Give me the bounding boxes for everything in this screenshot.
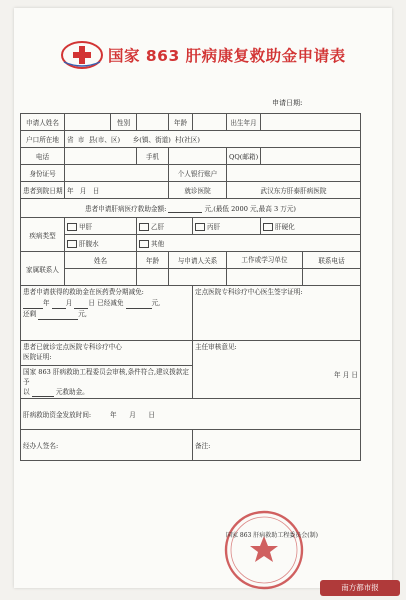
handler-label: 经办人签名:	[23, 442, 59, 450]
family-phone-field[interactable]	[303, 269, 361, 286]
row-amount	[21, 199, 361, 218]
age-label: 年龄	[169, 114, 193, 131]
relief-line-1: 患者申请获得的救助金在医药费分期减免:	[23, 288, 144, 296]
row-relief	[21, 286, 361, 341]
footer-org: 国家 863 肝病救助工程委员会(制)	[226, 532, 318, 539]
sex-field[interactable]	[137, 114, 169, 131]
row-disease-2	[21, 235, 361, 252]
name-label: 申请人姓名	[21, 114, 65, 131]
checkbox-icon[interactable]	[67, 223, 77, 231]
application-form-table	[20, 113, 361, 461]
disease-option-2[interactable]: 乙肝	[137, 218, 193, 235]
relief-field[interactable]	[21, 286, 193, 341]
row-release	[21, 399, 361, 430]
county-suffix: 县(市、区)	[88, 136, 121, 144]
row-disease-1	[21, 218, 361, 235]
age-field[interactable]	[193, 114, 227, 131]
arrival-date-label: 患者到院日期	[21, 182, 65, 199]
disease-option-1[interactable]: 甲肝	[65, 218, 137, 235]
id-field[interactable]	[65, 165, 169, 182]
name-field[interactable]	[65, 114, 111, 131]
row-family-values	[21, 269, 361, 286]
committee-line-1: 国家 863 肝病救助工程委员会审核,条件符合,建议拨款定予	[23, 368, 190, 386]
director-review-label: 主任审核意见:	[195, 343, 237, 351]
remark-label: 备注:	[195, 442, 211, 450]
city-suffix: 市	[77, 136, 85, 144]
foundation-logo-icon	[60, 40, 104, 70]
amount-field[interactable]	[21, 199, 361, 218]
family-col-age: 年龄	[137, 252, 169, 269]
arrival-month-label: 月	[79, 187, 87, 195]
amount-value[interactable]	[168, 204, 202, 213]
arrival-year-label: 年	[67, 187, 74, 195]
verify-line-1: 患者已就诊定点医院专科诊疗中心	[23, 343, 122, 351]
family-work-field[interactable]	[227, 269, 303, 286]
director-review-field[interactable]	[193, 341, 361, 399]
town-suffix: 乡(镇、街道)	[132, 136, 171, 144]
family-label: 家属联系人	[21, 252, 65, 286]
director-review-date: 年 月 日	[334, 371, 358, 379]
committee-field[interactable]	[21, 366, 193, 399]
family-col-work: 工作或学习单位	[227, 252, 303, 269]
page-title: 国家 863 肝病康复救助金申请表	[108, 47, 346, 65]
phone-label: 电话	[21, 148, 65, 165]
disease-option-3[interactable]: 丙肝	[193, 218, 261, 235]
checkbox-icon[interactable]	[67, 240, 77, 248]
verify-field[interactable]	[21, 341, 193, 366]
disease-option-6[interactable]: 其他	[137, 235, 361, 252]
official-seal-icon	[222, 508, 306, 592]
mobile-field[interactable]	[169, 148, 227, 165]
doctor-signature-field[interactable]	[193, 286, 361, 341]
disease-option-4[interactable]: 肝硬化	[261, 218, 361, 235]
id-label: 身份证号	[21, 165, 65, 182]
application-date	[272, 98, 305, 108]
family-name-field[interactable]	[65, 269, 137, 286]
village-suffix: 村(社区)	[175, 136, 200, 144]
row-basic	[21, 114, 361, 131]
phone-field[interactable]	[65, 148, 137, 165]
row-verify	[21, 341, 361, 366]
birth-field[interactable]	[261, 114, 361, 131]
checkbox-icon[interactable]	[263, 223, 273, 231]
family-age-field[interactable]	[137, 269, 169, 286]
checkbox-icon[interactable]	[195, 223, 205, 231]
arrival-date-field[interactable]	[65, 182, 169, 199]
verify-line-2: 医院证明:	[23, 353, 52, 361]
sex-label: 性别	[111, 114, 137, 131]
disease-option-5[interactable]: 肝腹水	[65, 235, 137, 252]
birth-label: 出生年月	[227, 114, 261, 131]
date-label: 申请日期:	[272, 99, 303, 107]
bank-field[interactable]	[227, 165, 361, 182]
disease-label: 疾病类型	[21, 218, 65, 252]
committee-line-2: 以 元救助金。	[23, 388, 89, 396]
hukou-field[interactable]	[65, 131, 361, 148]
bank-label: 个人银行账户	[169, 165, 227, 182]
hospital-label: 就诊医院	[169, 182, 227, 199]
row-family-header	[21, 252, 361, 269]
province-suffix: 省	[67, 136, 74, 144]
amount-prefix: 患者申请肝病医疗救助金额:	[84, 205, 167, 213]
mobile-label: 手机	[137, 148, 169, 165]
release-field[interactable]: 肝病救助资金发放时间: 年 月 日	[21, 399, 361, 430]
hukou-label: 户口所在地	[21, 131, 65, 148]
checkbox-icon[interactable]	[139, 223, 149, 231]
family-col-name: 姓名	[65, 252, 137, 269]
handler-signature-field[interactable]	[21, 430, 193, 461]
form-header	[14, 36, 392, 70]
qq-field[interactable]	[261, 148, 361, 165]
relief-line-2: 年 月 日 已经减免 元,	[23, 298, 190, 309]
arrival-day-label: 日	[92, 187, 100, 195]
family-relation-field[interactable]	[169, 269, 227, 286]
doctor-signature-label: 定点医院专科诊疗中心医生签字证明:	[195, 288, 303, 296]
remark-field[interactable]	[193, 430, 361, 461]
row-hukou	[21, 131, 361, 148]
hospital-field: 武汉东方肝泰肝病医院	[227, 182, 361, 199]
release-label: 肝病救助资金发放时间:	[23, 411, 92, 419]
row-id	[21, 165, 361, 182]
amount-suffix: 元,(最低 2000 元,最高 3 万元)	[204, 205, 297, 213]
qq-label: QQ(邮箱)	[227, 148, 261, 165]
family-col-phone: 联系电话	[303, 252, 361, 269]
relief-line-3: 还剩 元,	[23, 310, 87, 318]
family-col-relation: 与申请人关系	[169, 252, 227, 269]
watermark: 南方都市报	[320, 580, 400, 596]
row-contact	[21, 148, 361, 165]
row-handler	[21, 430, 361, 461]
checkbox-icon[interactable]	[139, 240, 149, 248]
row-hospital	[21, 182, 361, 199]
